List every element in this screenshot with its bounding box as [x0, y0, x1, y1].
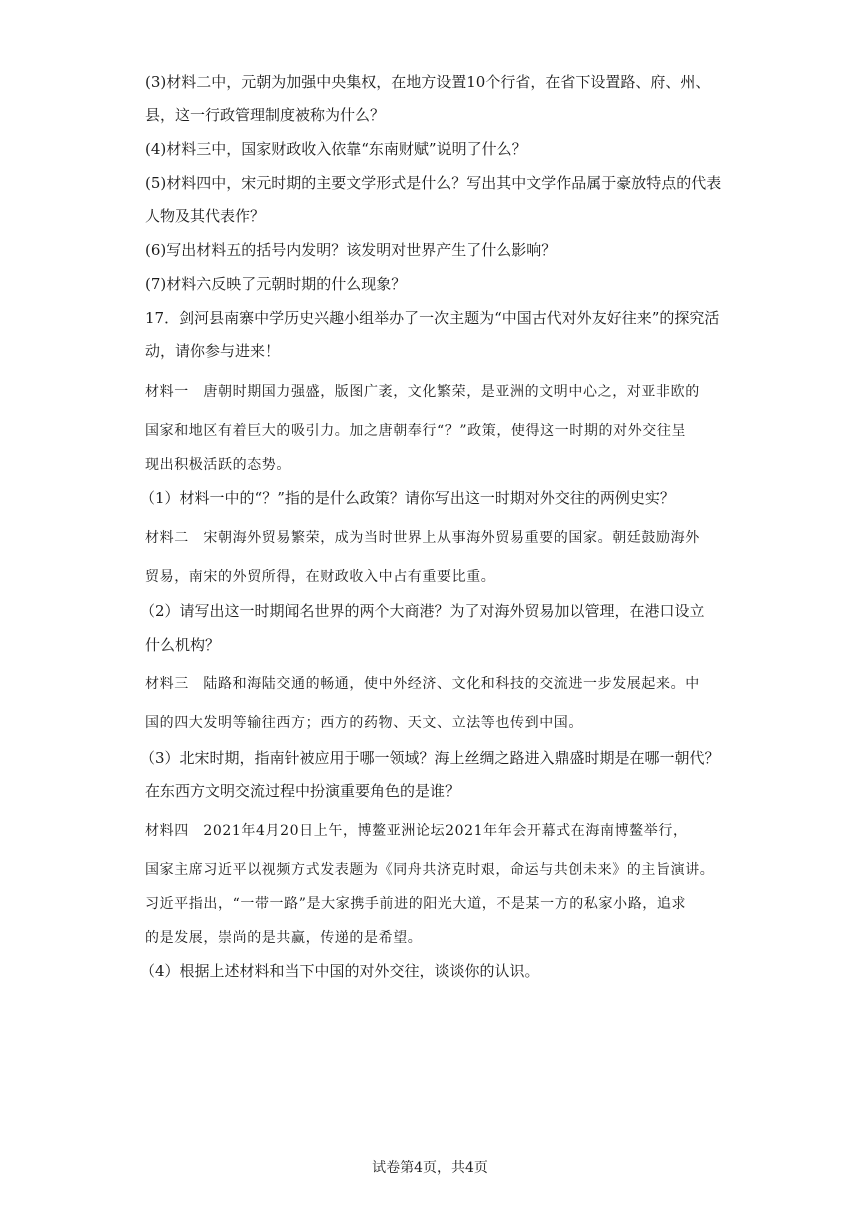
material-4-text: 习近平指出，“一带一路”是大家携手前进的阳光大道，不是某一方的私家小路，追求 [145, 896, 687, 912]
text-line: (6)写出材料五的括号内发明？该发明对世界产生了什么影响？ [145, 241, 557, 259]
material-4-text: 的是发展，崇尚的是共赢，传递的是希望。 [145, 930, 423, 946]
material-1-text: 材料一 唐朝时期国力强盛，版图广袤，文化繁荣，是亚洲的文明中心之，对亚非欧的 [145, 384, 700, 400]
page-footer: 试卷第4页，共4页 [372, 1160, 488, 1176]
sub-question-3: （3）北宋时期，指南针被应用于哪一领域？海上丝绸之路进入鼎盛时期是在哪一朝代？ [140, 749, 720, 767]
text-line: 县，这一行政管理制度被称为什么？ [145, 106, 386, 124]
sub-question-3: 在东西方文明交流过程中扮演重要角色的是谁？ [145, 782, 461, 800]
sub-question-4: （4）根据上述材料和当下中国的对外交往，谈谈你的认识。 [140, 962, 540, 980]
material-3-text: 国的四大发明等输往西方；西方的药物、天文、立法等也传到中国。 [145, 715, 583, 731]
text-line: (3)材料二中，元朝为加强中央集权，在地方设置10个行省，在省下设置路、府、州、 [145, 73, 711, 91]
material-3-text: 材料三 陆路和海陆交通的畅通，使中外经济、文化和科技的交流进一步发展起来。中 [145, 676, 700, 692]
material-4-text: 国家主席习近平以视频方式发表题为《同舟共济克时艰，命运与共创未来》的主旨演讲。 [145, 862, 715, 878]
sub-question-2: （2）请写出这一时期闻名世界的两个大商港？为了对海外贸易加以管理，在港口设立 [140, 602, 705, 620]
text-line: (5)材料四中，宋元时期的主要文学形式是什么？写出其中文学作品属于豪放特点的代表 [145, 174, 722, 192]
text-line: (7)材料六反映了元朝时期的什么现象？ [145, 275, 407, 293]
material-2-text: 贸易，南宋的外贸所得，在财政收入中占有重要比重。 [145, 569, 496, 585]
text-line: 动，请你参与进来！ [145, 342, 281, 360]
material-1-text: 国家和地区有着巨大的吸引力。加之唐朝奉行“？”政策，使得这一时期的对外交往呈 [145, 423, 687, 439]
sub-question-1: （1）材料一中的“？”指的是什么政策？请你写出这一时期对外交往的两例史实？ [140, 489, 675, 507]
text-line: 人物及其代表作？ [145, 207, 266, 225]
material-4-text: 材料四 2021年4月20日上午，博鳌亚洲论坛2021年年会开幕式在海南博鳌举行， [145, 823, 688, 839]
text-line: (4)材料三中，国家财政收入依靠“东南财赋”说明了什么？ [145, 140, 527, 158]
question-17-stem: 17．剑河县南寨中学历史兴趣小组举办了一次主题为“中国古代对外友好往来”的探究活 [145, 309, 720, 327]
material-2-text: 材料二 宋朝海外贸易繁荣，成为当时世界上从事海外贸易重要的国家。朝廷鼓励海外 [145, 530, 700, 546]
material-1-text: 现出积极活跃的态势。 [145, 457, 291, 473]
sub-question-2: 什么机构？ [145, 636, 221, 654]
